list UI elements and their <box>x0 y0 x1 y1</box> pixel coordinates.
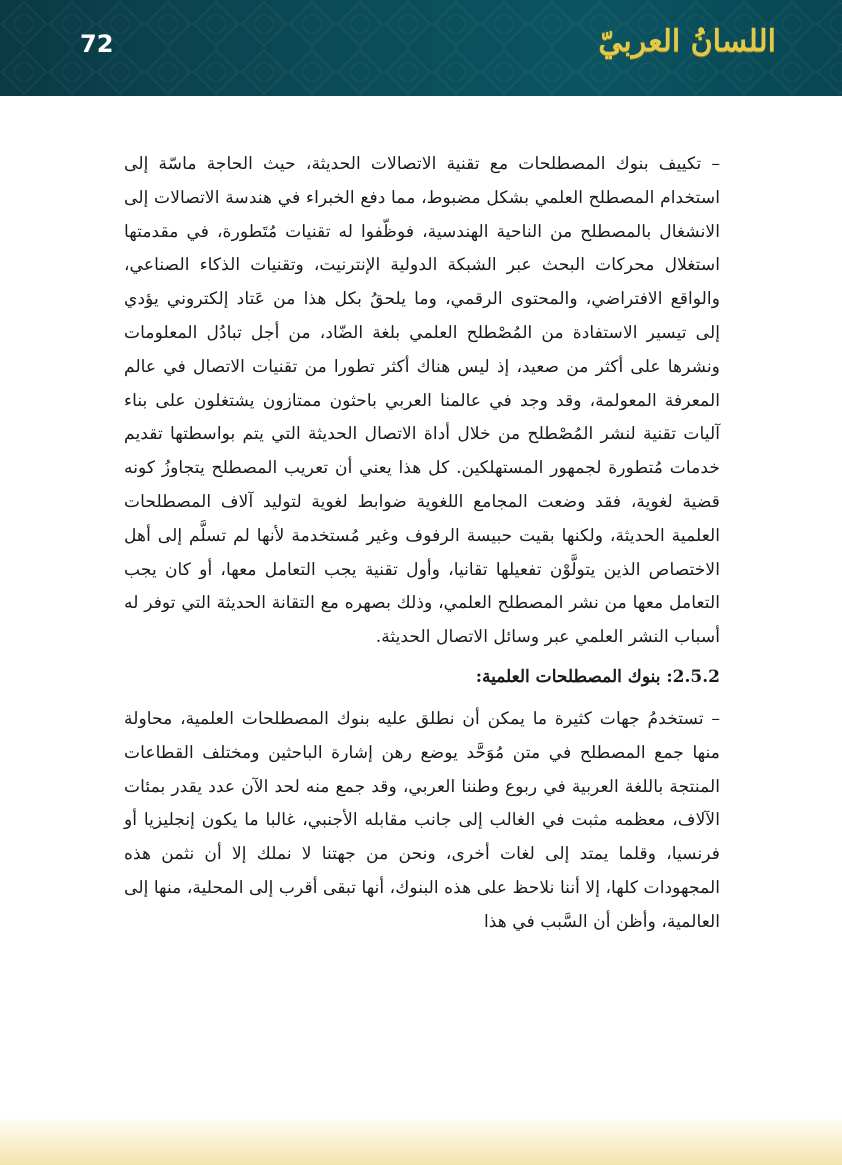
page-footer-band <box>0 1119 842 1165</box>
page-header <box>0 0 842 96</box>
paragraph-telecom-adaptation: – تكييف بنوك المصطلحات مع تقنية الاتصالات الحديثة، حيث الحاجة ماسّة إلى استخدام المصطلح العلمي بشكل مضبوط، مما دفع الخبراء في هندسة الاتصالات إلى الانشغال بالمصطلح من الناحية الهندسية، فوظّفوا له تقنيات مُتَطورة، في مقدمتها استغلال محركات البحث عبر الشبكة الدولية الإنترنيت، وتقنيات الذكاء الصناعي، والواقع الافتراضي، والمحتوى الرقمي، وما يلحقُ بكل هذا من عَتاد إلكتروني يؤدي إلى تيسير الاستفادة من المُصْطلح العلمي بلغة الضّاد، من أجل تبادُل المعلومات ونشرها على أكثر من صعيد، إذ ليس هناك أكثر تطورا من تقنيات الاتصال في عالم المعرفة المعولمة، وقد وجد في عالمنا العربي باحثون ممتازون يشتغلون على بناء آليات تقنية لنشر المُصْطلح من خلال أداة الاتصال الحديثة التي يتم بواسطتها تقديم خدمات مُتطورة لجمهور المستهلكين. كل هذا يعني أن تعريب المصطلح يتجاوزُ كونه قضية لغوية، فقد وضعت المجامع اللغوية ضوابط لغوية لتوليد آلاف المصطلحات العلمية الحديثة، ولكنها بقيت حبيسة الرفوف وغير مُستخدمة لأنها لم تسلَّم إلى أهل الاختصاص الذين يتولَّوْن تفعيلها تقانيا، وأول تقنية يجب التعامل معها، أو كان يجب التعامل معها من نشر المصطلح العلمي، وذلك بصهره مع التقانة الحديثة التي توفر له أسباب النشر العلمي عبر وسائل الاتصال الحديثة. <box>124 154 720 648</box>
paragraph-term-banks: – تستخدمُ جهات كثيرة ما يمكن أن نطلق عليه بنوك المصطلحات العلمية، محاولة منها جمع المصطلح في متن مُوَحَّد يوضع رهن إشارة الباحثين ومختلف القطاعات المنتجة باللغة العربية في ربوع وطننا العربي، وقد جمع منه لحد الآن عدد يقدر بمئات الآلاف، معظمه مثبت في الغالب إلى جانب مقابله الأجنبي، غالبا ما يكون إنجليزيا أو فرنسيا، وقلما يمتد إلى لغات أخرى، ونحن من جهتنا لا نملك إلا أن نثمن هذه المجهودات كلها، إلا أننا نلاحظ على هذه البنوك، أنها تبقى أقرب إلى المحلية، منها إلى العالمية، وأظن أن السَّبب في هذا <box>124 708 720 932</box>
journal-logo: اللسانُ العربيّ <box>598 24 776 59</box>
section-heading: 2.5.2: بنوك المصطلحات العلمية: <box>475 666 720 687</box>
page-number: 72 <box>80 30 114 58</box>
article-body <box>124 148 720 940</box>
